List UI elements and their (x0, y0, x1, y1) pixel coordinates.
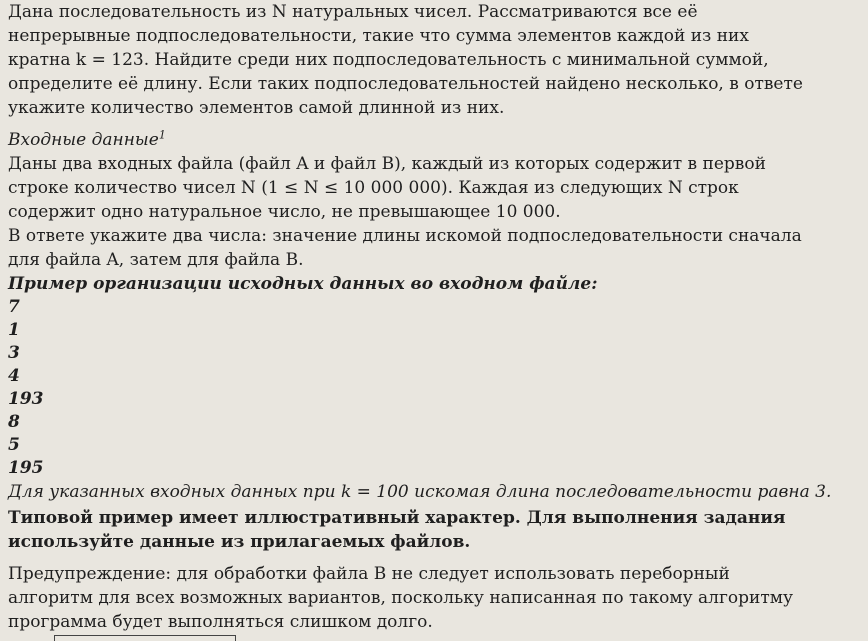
input-description (8, 152, 860, 272)
intro-line-1: Дана последовательность из N натуральных чисел. Рассматриваются все её (8, 2, 698, 22)
footnote-marker: 1 (158, 128, 166, 142)
spacer (8, 554, 860, 562)
intro-line-4: определите её длину. Если таких подпоследовательностей найдено несколько, в ответе (8, 74, 803, 94)
example-note: Для указанных входных данных при k = 100 искомая длина последовательности равна 3. (8, 482, 832, 502)
footer-box (54, 635, 236, 641)
example-value: 195 (8, 458, 44, 478)
document-content (8, 0, 860, 634)
input-heading (8, 128, 860, 152)
typical-example-note (8, 506, 860, 554)
example-value: 3 (8, 343, 20, 363)
intro-line-2: непрерывные подпоследовательности, такие что сумма элементов каждой из них (8, 26, 749, 46)
intro-line-3: кратна k = 123. Найдите среди них подпоследовательность с минимальной суммой, (8, 50, 769, 70)
warning-line-3: программа будет выполняться слишком долго. (8, 612, 433, 632)
input-line-3: содержит одно натуральное число, не превышающее 10 000. (8, 202, 561, 222)
warning-block (8, 562, 860, 634)
spacer (8, 120, 860, 128)
example-value: 5 (8, 435, 20, 455)
example-value: 4 (8, 366, 20, 386)
problem-statement (8, 0, 860, 120)
input-line-1: Даны два входных файла (файл A и файл B), каждый из которых содержит в первой (8, 154, 766, 174)
example-value: 8 (8, 412, 20, 432)
typical-line-1: Типовой пример имеет иллюстративный характер. Для выполнения задания (8, 508, 786, 528)
answer-line-2: для файла A, затем для файла B. (8, 250, 304, 270)
warning-line-2: алгоритм для всех возможных вариантов, поскольку написанная по такому алгоритму (8, 588, 793, 608)
example-value: 1 (8, 320, 20, 340)
intro-line-5: укажите количество элементов самой длинной из них. (8, 98, 505, 118)
input-heading-text: Входные данные (8, 130, 159, 150)
input-line-2: строке количество чисел N (1 ≤ N ≤ 10 000 000). Каждая из следующих N строк (8, 178, 739, 198)
example-values (8, 296, 860, 480)
typical-line-2: используйте данные из прилагаемых файлов. (8, 532, 471, 552)
example-value: 193 (8, 389, 44, 409)
example-value: 7 (8, 297, 20, 317)
example-heading: Пример организации исходных данных во входном файле: (8, 274, 598, 294)
warning-line-1: Предупреждение: для обработки файла B не следует использовать переборный (8, 564, 730, 584)
answer-line-1: В ответе укажите два числа: значение длины искомой подпоследовательности сначала (8, 226, 802, 246)
